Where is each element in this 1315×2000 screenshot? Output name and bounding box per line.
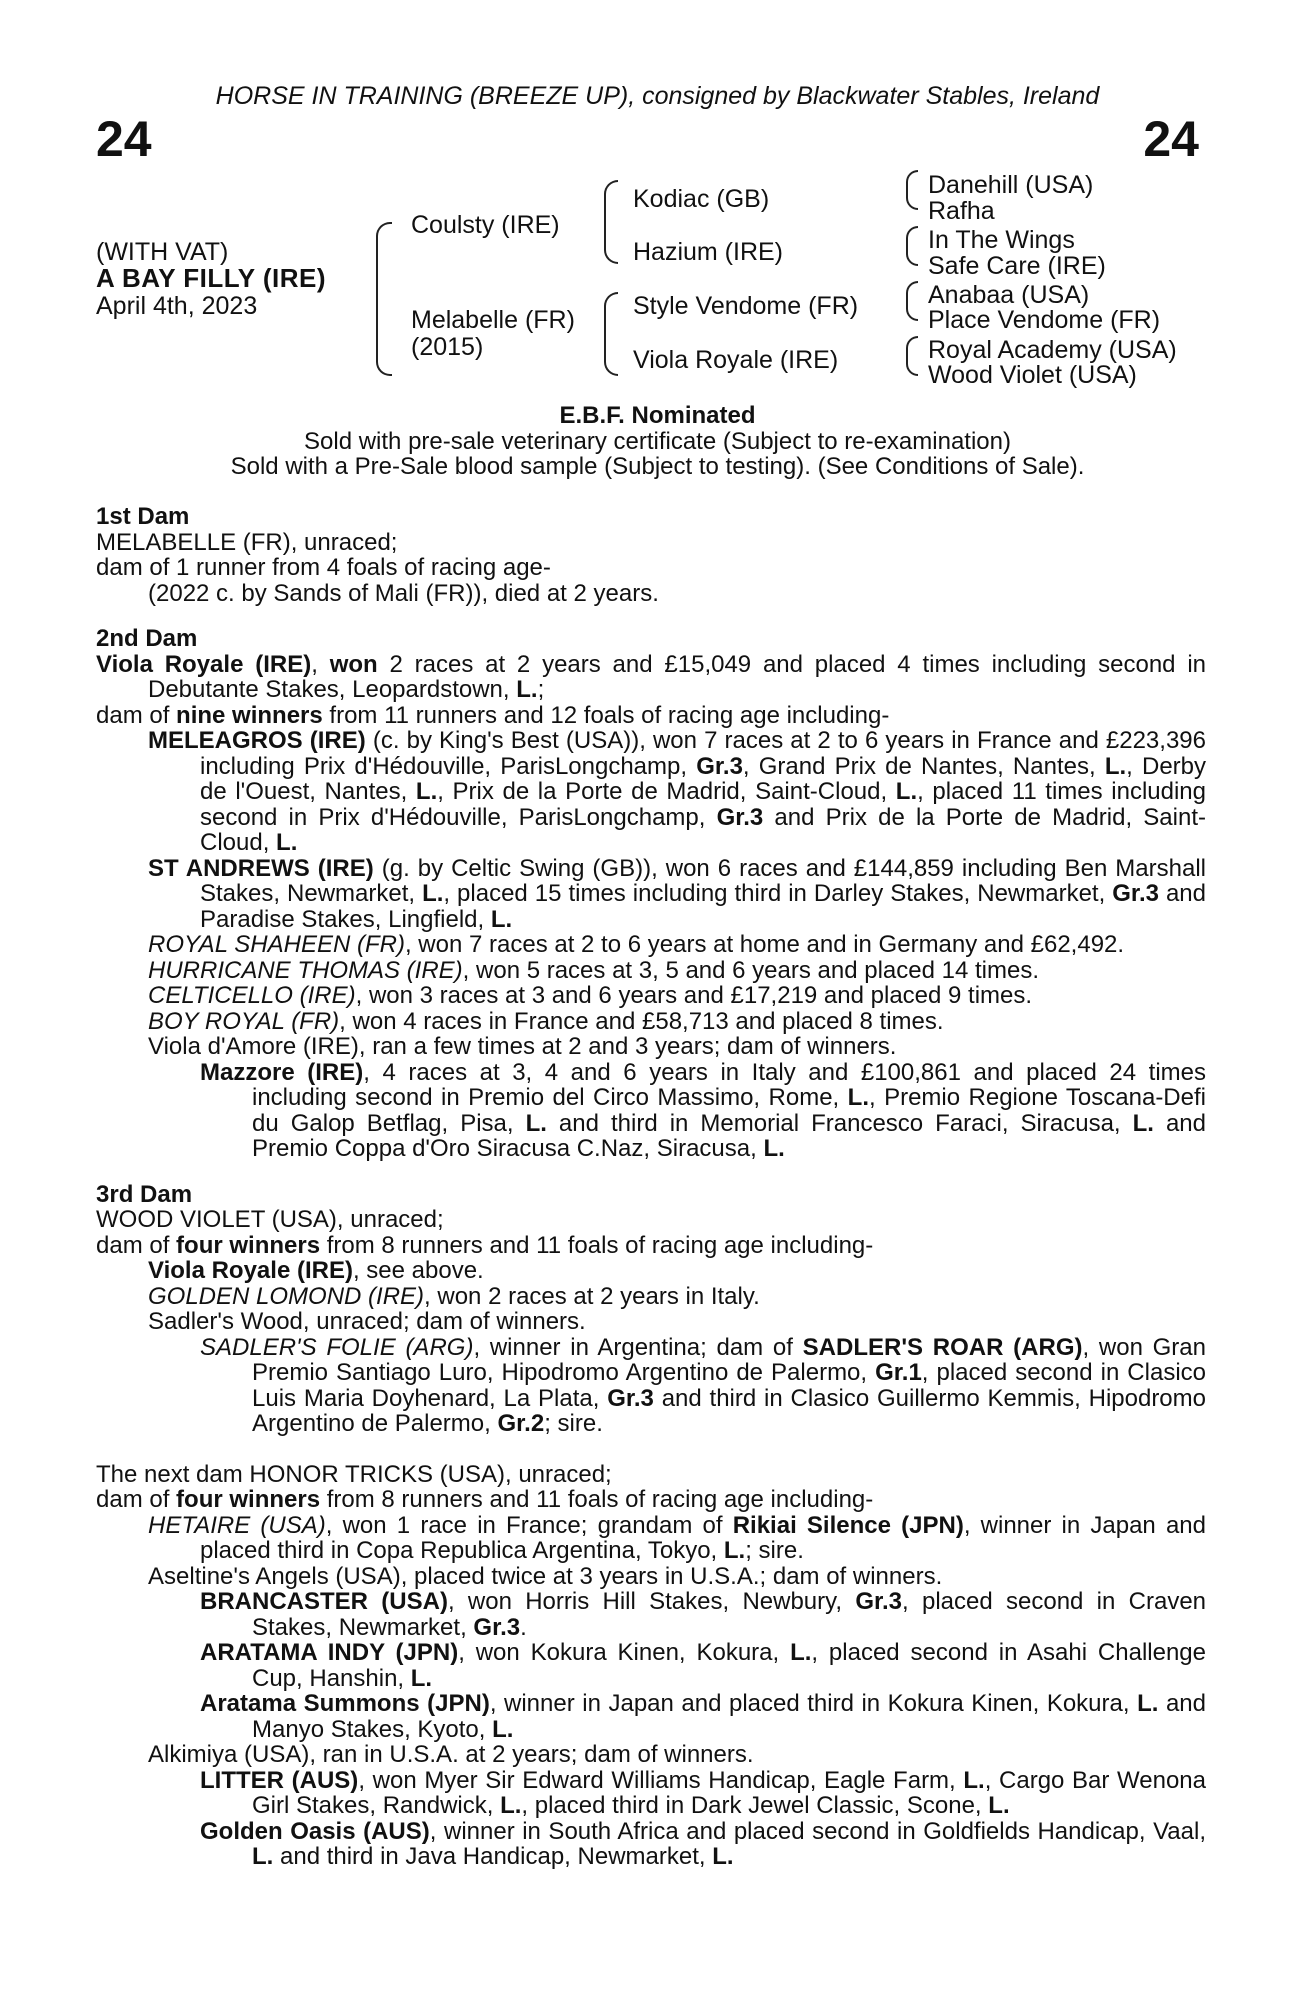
grand-progeny-entry: LITTER (AUS), won Myer Sir Edward Williams Handicap, Eagle Farm, L., Cargo Bar Wenona Girl Stakes, Randwick, L., placed third in Dark Jewel Classic, Scone, L. [200,1766,1207,1819]
pedigree-ggp-4: Safe Care (IRE) [928,252,1106,280]
first-dam-line: dam of 1 runner from 4 foals of racing age- [96,554,551,581]
next-dam-produce-summary: dam of four winners from 8 runners and 11 foals of racing age including- [96,1486,874,1513]
foaling-date: April 4th, 2023 [96,292,258,320]
second-dam-produce-summary: dam of nine winners from 11 runners and 12 foals of racing age including- [96,701,890,729]
grand-progeny-entry: Mazzore (IRE), 4 races at 3, 4 and 6 years in Italy and £100,861 and placed 24 times including second in Premio del Circo Massimo, Rome, L., Premio Regione Toscana-Defi du Galop Betflag, Pisa, L. and third in Memorial Francesco Faraci, Siracusa, L. and Premio Coppa d'Oro Siracusa C.Naz, Siracusa, L. [200,1058,1207,1162]
grand-progeny-entry: ARATAMA INDY (JPN), won Kokura Kinen, Kokura, L., placed second in Asahi Challenge Cup, Hanshin, L. [200,1639,1207,1692]
progeny-entry: Viola d'Amore (IRE), ran a few times at 2 and 3 years; dam of winners. [148,1033,897,1060]
pedigree-dam-year: (2015) [411,333,484,361]
progeny-entry: ROYAL SHAHEEN (FR), won 7 races at 2 to 6 years at home and in Germany and £62,492. [148,931,1125,958]
grand-progeny-entry: Golden Oasis (AUS), winner in South Africa and placed second in Goldfields Handicap, Vaal, L. and third in Java Handicap, Newmarket, L. [200,1817,1207,1870]
ebf-nominated: E.B.F. Nominated [559,402,756,429]
first-dam-line: (2022 c. by Sands of Mali (FR)), died at 2 years. [148,579,659,607]
pedigree-ggp-2: Rafha [928,197,995,225]
pedigree-brace-ggp1 [906,170,918,210]
third-dam-produce-summary: dam of four winners from 8 runners and 11 foals of racing age including- [96,1231,874,1259]
pedigree-brace-sire [604,180,618,264]
pedigree-ggp-5: Anabaa (USA) [928,281,1090,309]
pedigree-dam-sire: Style Vendome (FR) [633,292,859,320]
catalogue-body [96,504,1206,1870]
grand-progeny-entry: Aratama Summons (JPN), winner in Japan and placed third in Kokura Kinen, Kokura, L. and Manyo Stakes, Kyoto, L. [200,1690,1206,1743]
progeny-entry: CELTICELLO (IRE), won 3 races at 3 and 6 years and £17,219 and placed 9 times. [148,982,1033,1009]
pedigree-brace-main [376,222,392,376]
progeny-entry: Alkimiya (USA), ran in U.S.A. at 2 years; dam of winners. [148,1741,754,1768]
progeny-entry: HETAIRE (USA), won 1 race in France; grandam of Rikiai Silence (JPN), winner in Japan and placed third in Copa Republica Argentina, Tokyo, L.; sire. [148,1511,1207,1564]
second-dam-heading: 2nd Dam [96,625,198,652]
progeny-entry: HURRICANE THOMAS (IRE), won 5 races at 3, 5 and 6 years and placed 14 times. [148,956,1040,984]
progeny-entry: GOLDEN LOMOND (IRE), won 2 races at 2 years in Italy. [148,1282,760,1310]
horse-name: A BAY FILLY (IRE) [96,263,327,293]
page-header: HORSE IN TRAINING (BREEZE UP), consigned by Blackwater Stables, Ireland [215,82,1100,110]
pedigree-sire: Coulsty (IRE) [411,211,560,239]
pedigree-brace-ggp3 [906,281,918,321]
progeny-entry: Sadler's Wood, unraced; dam of winners. [148,1308,586,1335]
pedigree-dam-dam: Viola Royale (IRE) [633,346,839,374]
progeny-entry: Aseltine's Angels (USA), placed twice at 3 years in U.S.A.; dam of winners. [148,1562,943,1590]
pedigree-dam: Melabelle (FR) [411,306,575,334]
pedigree-sire-dam: Hazium (IRE) [633,238,784,266]
lot-number-right: 24 [1143,111,1199,167]
pedigree-ggp-3: In The Wings [928,226,1075,254]
second-dam-entry: Viola Royale (IRE), won 2 races at 2 years and £15,049 and placed 4 times including second in Debutante Stakes, Leopardstown, L.; [96,650,1206,703]
vat-label: (WITH VAT) [96,238,229,266]
progeny-entry: BOY ROYAL (FR), won 4 races in France and £58,713 and placed 8 times. [148,1007,944,1035]
third-dam-heading: 3rd Dam [96,1180,193,1208]
pedigree-ggp-8: Wood Violet (USA) [928,361,1137,389]
progeny-entry: ST ANDREWS (IRE) (g. by Celtic Swing (GB)), won 6 races and £144,859 including Ben Marshall Stakes, Newmarket, L., placed 15 times including third in Darley Stakes, Newmarket, Gr.3 and Paradise Stakes, Lingfield, L. [148,854,1207,933]
pedigree-brace-dam [604,292,618,376]
grand-progeny-entry: BRANCASTER (USA), won Horris Hill Stakes, Newbury, Gr.3, placed second in Craven Stakes, Newmarket, Gr.3. [200,1588,1207,1641]
pedigree-brace-ggp4 [906,336,918,376]
first-dam-line: MELABELLE (FR), unraced; [96,528,398,556]
pedigree-ggp-7: Royal Academy (USA) [928,336,1177,364]
progeny-entry: MELEAGROS (IRE) (c. by King's Best (USA)), won 7 races at 2 to 6 years in France and £223,396 including Prix d'Hédouville, ParisLongchamp, Gr.3, Grand Prix de Nantes, Nantes, L., Derby de l'Ouest, Nantes, L., Prix de la Porte de Madrid, Saint-Cloud, L., placed 11 times including second in Prix d'Hédouville, ParisLongchamp, Gr.3 and Prix de la Porte de Madrid, Saint-Cloud, L. [148,727,1207,856]
blood-sample-note: Sold with a Pre-Sale blood sample (Subject to testing). (See Conditions of Sale). [230,453,1085,480]
third-dam-line: WOOD VIOLET (USA), unraced; [96,1206,444,1233]
progeny-entry: Viola Royale (IRE), see above. [148,1257,484,1284]
next-dam-line: The next dam HONOR TRICKS (USA), unraced; [96,1460,612,1488]
first-dam-heading: 1st Dam [96,503,190,530]
grand-progeny-entry: SADLER'S FOLIE (ARG), winner in Argentina; dam of SADLER'S ROAR (ARG), won Gran Premio Santiago Luro, Hipodromo Argentino de Palermo, Gr.1, placed second in Clasico Luis Maria Doyhenard, La Plata, Gr.3 and third in Clasico Guillermo Kemmis, Hipodromo Argentino de Palermo, Gr.2; sire. [200,1333,1206,1437]
pedigree-ggp-6: Place Vendome (FR) [928,306,1161,334]
pedigree-brace-ggp2 [906,226,918,266]
vet-certificate-note: Sold with pre-sale veterinary certificate (Subject to re-examination) [304,428,1011,455]
pedigree-sire-sire: Kodiac (GB) [633,185,770,213]
lot-number-left: 24 [96,111,152,167]
pedigree-ggp-1: Danehill (USA) [928,171,1094,199]
